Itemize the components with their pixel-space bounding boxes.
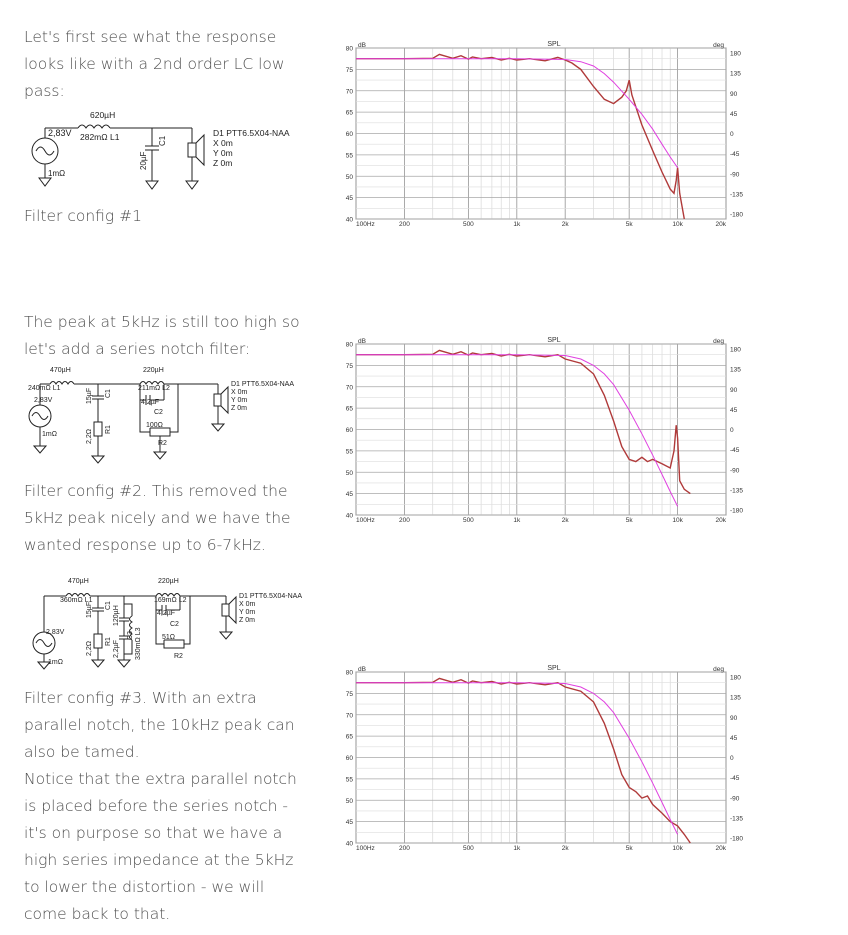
chart-2-y-right-tick-label: -45 (730, 447, 740, 455)
chart-3-y-tick-label: 60 (345, 755, 353, 762)
chart-2-ylabel-left: dB (358, 338, 366, 345)
s2-c1-value: 15µF (86, 387, 93, 404)
caption-config-3 (24, 685, 297, 928)
intro-paragraph (24, 24, 285, 105)
chart-2-ylabel-right: deg (713, 338, 724, 345)
chart-1-y-tick-label: 50 (345, 173, 353, 181)
chart-2-x-tick-label: 10k (672, 517, 683, 524)
chart-2-y-right-tick-label: 0 (730, 427, 734, 434)
chart-1-x-tick-label: 200 (398, 221, 410, 228)
s1-c1-value: 20µF (139, 151, 148, 170)
spl-chart-1 (340, 38, 748, 230)
chart-3-y-right-tick-label: -135 (730, 815, 744, 823)
s3-r1-label: R1 (105, 637, 112, 646)
chart-3-y-tick-label: 65 (345, 733, 353, 741)
chart-2-y-tick-label: 60 (345, 427, 353, 434)
caption-config-2-line-1: Filter config #2. This removed the (24, 482, 288, 500)
chart-2-y-tick-label: 75 (345, 362, 353, 370)
chart-1-y-tick-label: 55 (345, 152, 353, 160)
caption-config-3-line-5: is placed before the series notch - (24, 797, 289, 815)
s3-r1-value: 2,2Ω (86, 641, 93, 656)
chart-3-y-tick-label: 55 (345, 776, 353, 784)
caption-config-2 (24, 478, 291, 559)
s2-l1-value: 470µH (50, 367, 71, 374)
s3-l2-value: 220µH (158, 578, 179, 585)
chart-2-x-tick-label: 5k (625, 517, 633, 524)
chart-2-y-tick-label: 70 (345, 384, 353, 392)
caption-config-3-line-1: Filter config #3. With an extra (24, 689, 257, 707)
caption-config-1-text: Filter config #1 (24, 207, 142, 225)
chart-1-y-right-tick-label: -180 (730, 211, 744, 219)
s2-l1-label: 240mΩ L1 (28, 385, 61, 392)
chart-2-x-tick-label: 20k (715, 517, 726, 524)
intro-line-1: Let's first see what the response (24, 28, 277, 46)
s3-driver-name: D1 PTT6.5X04-NAA (239, 593, 303, 600)
s2-driver-y: Y 0m (231, 397, 248, 404)
chart-1-x-tick-label: 1k (513, 221, 521, 228)
chart-1-y-right-tick-label: 45 (730, 110, 738, 118)
chart-3-x-tick-label: 200 (398, 845, 410, 852)
caption-config-3-line-4: Notice that the extra parallel notch (24, 770, 297, 788)
s1-source-resistance: 1mΩ (48, 169, 66, 178)
chart-2-x-tick-label: 2k (561, 517, 569, 524)
s1-driver-y: Y 0m (213, 148, 233, 158)
s3-c1-label: C1 (105, 601, 112, 610)
chart-1-y-tick-label: 75 (345, 66, 353, 74)
chart-3-x-tick-label: 500 (462, 845, 474, 852)
schematic-filter-config-2 (28, 364, 318, 472)
chart-3-x-tick-label: 2k (561, 845, 569, 852)
chart-1-y-right-tick-label: -45 (730, 151, 740, 159)
chart-1-ylabel-left: dB (358, 42, 366, 49)
chart-1-y-right-tick-label: 90 (730, 90, 738, 98)
s1-driver-x: X 0m (213, 138, 233, 148)
chart-3-y-tick-label: 50 (345, 797, 353, 805)
s2-r2-value: 100Ω (146, 422, 163, 429)
caption-config-3-line-2: parallel notch, the 10kHz peak can (24, 716, 295, 734)
chart-2-x-tick-label: 1k (513, 517, 521, 524)
chart-3-y-right-tick-label: -45 (730, 775, 740, 783)
chart-3-y-right-tick-label: 180 (730, 674, 741, 682)
chart-3-y-right-tick-label: -90 (730, 795, 740, 803)
chart-1-title: SPL (547, 41, 561, 48)
intro-line-2: looks like with a 2nd order LC low (24, 55, 285, 73)
s3-r2-value: 51Ω (162, 634, 176, 641)
s2-driver-z: Z 0m (231, 405, 247, 412)
notch-intro-line-1: The peak at 5kHz is still too high so (24, 313, 300, 331)
s2-c2-label: C2 (154, 409, 163, 416)
chart-1-y-tick-label: 60 (345, 131, 353, 138)
chart-2-y-right-tick-label: 135 (730, 366, 741, 374)
s3-driver-z: Z 0m (239, 617, 255, 624)
chart-3-x-tick-label: 10k (672, 845, 683, 852)
s2-r2-label: R2 (158, 440, 167, 447)
chart-3-ylabel-left: dB (358, 666, 366, 673)
s2-l2-label: 211mΩ L2 (138, 385, 170, 392)
chart-3-x-tick-label: 20k (715, 845, 726, 852)
s3-l2-label: 169mΩ L2 (154, 597, 187, 604)
s2-r1-label: R1 (105, 425, 112, 434)
chart-3-y-tick-label: 80 (345, 669, 353, 677)
schematic-filter-config-3 (30, 574, 320, 674)
chart-2-y-tick-label: 65 (345, 405, 353, 413)
s3-r2-label: R2 (174, 653, 183, 660)
chart-2-x-tick-label: 500 (462, 517, 474, 524)
chart-1-y-right-tick-label: -90 (730, 171, 740, 179)
chart-3-x-tick-label: 1k (513, 845, 521, 852)
notch-intro-paragraph (24, 309, 300, 363)
spl-chart-3 (340, 662, 748, 854)
spl-chart-2 (340, 334, 748, 526)
s2-c2-value: 4,2µF (141, 399, 160, 406)
schematic-filter-config-1 (28, 106, 318, 206)
chart-1-x-tick-label: 5k (625, 221, 633, 228)
chart-1-x-tick-label: 20k (715, 221, 726, 228)
s3-l1-label: 360mΩ L1 (60, 597, 93, 604)
caption-config-3-line-6: it's on purpose so that we have a (24, 824, 283, 842)
s1-source-voltage: 2,83V (48, 128, 72, 138)
s1-c1-label: C1 (158, 135, 167, 146)
chart-1-y-right-tick-label: 135 (730, 70, 741, 78)
s2-source-voltage: 2,83V (34, 397, 53, 404)
chart-3-y-right-tick-label: 0 (730, 755, 734, 762)
chart-1-x-tick-label: 2k (561, 221, 569, 228)
caption-config-3-line-9: come back to that. (24, 905, 171, 923)
s2-source-resistance: 1mΩ (42, 431, 57, 438)
s3-l3-value: 120µH (113, 605, 120, 626)
chart-3-x-tick-label: 100Hz (356, 845, 375, 852)
chart-2-x-tick-label: 100Hz (356, 517, 375, 524)
chart-2-y-tick-label: 80 (345, 341, 353, 349)
chart-2-y-right-tick-label: -180 (730, 507, 744, 515)
chart-2-y-right-tick-label: -135 (730, 487, 744, 495)
s1-driver-z: Z 0m (213, 158, 233, 168)
chart-3-title: SPL (547, 665, 561, 672)
chart-1-y-tick-label: 45 (345, 195, 353, 203)
s1-l1-label: 282mΩ L1 (80, 132, 120, 142)
chart-2-y-tick-label: 40 (345, 512, 353, 520)
chart-3-y-tick-label: 70 (345, 712, 353, 720)
chart-2-title: SPL (547, 337, 561, 344)
intro-line-3: pass: (24, 82, 65, 100)
chart-2-y-right-tick-label: 90 (730, 386, 738, 394)
s2-l2-value: 220µH (143, 367, 164, 374)
caption-config-1 (24, 203, 142, 230)
s2-r1-value: 2,2Ω (86, 429, 93, 444)
chart-2-y-right-tick-label: -90 (730, 467, 740, 475)
chart-2-y-tick-label: 45 (345, 491, 353, 499)
s1-l1-value: 620µH (90, 110, 116, 120)
chart-2-y-right-tick-label: 45 (730, 406, 738, 414)
chart-3-ylabel-right: deg (713, 666, 724, 673)
chart-3-y-tick-label: 75 (345, 690, 353, 698)
s3-driver-x: X 0m (239, 601, 256, 608)
s3-l1-value: 470µH (68, 578, 89, 585)
s2-driver-name: D1 PTT6.5X04-NAA (231, 381, 295, 388)
chart-1-y-right-tick-label: 0 (730, 131, 734, 138)
chart-2-y-tick-label: 55 (345, 448, 353, 456)
chart-3-y-tick-label: 45 (345, 819, 353, 827)
chart-2-x-tick-label: 200 (398, 517, 410, 524)
chart-1-y-right-tick-label: 180 (730, 50, 741, 58)
s3-c3-label: C3 (127, 631, 134, 640)
caption-config-2-line-3: wanted response up to 6-7kHz. (24, 536, 266, 554)
s2-driver-x: X 0m (231, 389, 248, 396)
chart-2-y-right-tick-label: 180 (730, 346, 741, 354)
chart-1-y-tick-label: 70 (345, 88, 353, 96)
chart-3-y-right-tick-label: 135 (730, 694, 741, 702)
s1-driver-name: D1 PTT6.5X04-NAA (213, 128, 290, 138)
chart-1-y-tick-label: 40 (345, 216, 353, 224)
s3-l3-label: 330mΩ L3 (135, 627, 142, 660)
chart-3-x-tick-label: 5k (625, 845, 633, 852)
chart-3-y-right-tick-label: 90 (730, 714, 738, 722)
chart-3-y-right-tick-label: -180 (730, 835, 744, 843)
s3-c1-value: 15µF (86, 601, 93, 618)
chart-2-y-tick-label: 50 (345, 469, 353, 477)
chart-1-y-tick-label: 65 (345, 109, 353, 117)
s3-c2-value: 4,2µF (157, 610, 176, 617)
chart-1-y-right-tick-label: -135 (730, 191, 744, 199)
chart-1-x-tick-label: 500 (462, 221, 474, 228)
s3-c3-value: 2,2µF (113, 639, 120, 658)
chart-3-y-right-tick-label: 45 (730, 734, 738, 742)
s3-source-resistance: 1mΩ (48, 659, 63, 666)
chart-1-ylabel-right: deg (713, 42, 724, 49)
s3-c2-label: C2 (170, 621, 179, 628)
caption-config-2-line-2: 5kHz peak nicely and we have the (24, 509, 291, 527)
s3-driver-y: Y 0m (239, 609, 256, 616)
s2-c1-label: C1 (105, 389, 112, 398)
s3-source-voltage: 2,83V (46, 629, 65, 636)
chart-1-y-tick-label: 80 (345, 45, 353, 53)
chart-1-x-tick-label: 100Hz (356, 221, 375, 228)
notch-intro-line-2: let's add a series notch filter: (24, 340, 251, 358)
chart-3-y-tick-label: 40 (345, 840, 353, 848)
caption-config-3-line-7: high series impedance at the 5kHz (24, 851, 294, 869)
chart-1-x-tick-label: 10k (672, 221, 683, 228)
caption-config-3-line-3: also be tamed. (24, 743, 140, 761)
caption-config-3-line-8: to lower the distortion - we will (24, 878, 265, 896)
